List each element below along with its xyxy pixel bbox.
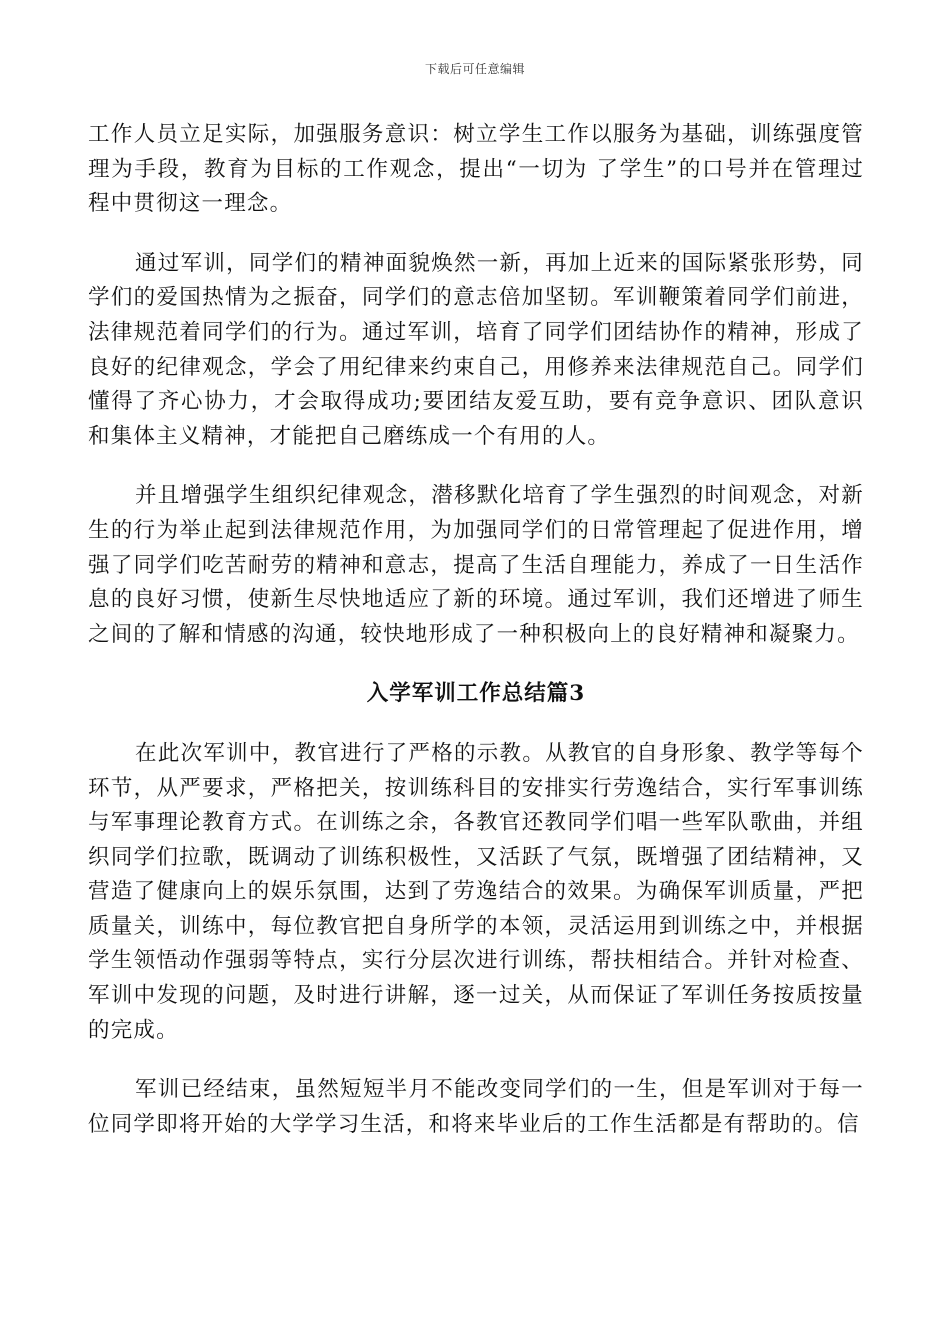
paragraph: 通过军训，同学们的精神面貌焕然一新，再加上近来的国际紧张形势，同学们的爱国热情为之振奋，同学们的意志倍加坚韧。军训鞭策着同学们前进，法律规范着同学们的行为。通过军训，培育了同学们团结协作的精神，形成了良好的纪律观念，学会了用纪律来约束自己，用修养来法律规范自己。同学们懂得了齐心协力，才会取得成功;要团结友爱互助，要有竞争意识、团队意识和集体主义精神，才能把自己磨练成一个有用的人。 xyxy=(88,250,864,449)
paragraph-spacing xyxy=(88,454,864,479)
paragraph-continued: 工作人员立足实际，加强服务意识：树立学生工作以服务为基础，训练强度管理为手段，教育为目标的工作观念，提出“一切为 了学生”的口号并在管理过程中贯彻这一理念。 xyxy=(88,122,864,217)
paragraph: 在此次军训中，教官进行了严格的示教。从教官的自身形象、教学等每个环节，从严要求，严格把关，按训练科目的安排实行劳逸结合，实行军事训练与军事理论教育方式。在训练之余，各教官还教同学们唱一些军队歌曲，并组织同学们拉歌，既调动了训练积极性，又活跃了气氛，既增强了团结精神，又营造了健康向上的娱乐氛围，达到了劳逸结合的效果。为确保军训质量，严把质量关，训练中，每位教官把自身所学的本领，灵活运用到训练之中，并根据学生领悟动作强弱等特点，实行分层次进行训练，帮扶相结合。并针对检查、军训中发现的问题，及时进行讲解，逐一过关，从而保证了军训任务按质按量的完成。 xyxy=(88,740,864,1043)
document-body xyxy=(88,118,864,1142)
paragraph-spacing xyxy=(88,1048,864,1073)
paragraph: 并且增强学生组织纪律观念，潜移默化培育了学生强烈的时间观念，对新生的行为举止起到法律规范作用，为加强同学们的日常管理起了促进作用，增强了同学们吃苦耐劳的精神和意志，提高了生活自理能力，养成了一日生活作息的良好习惯，使新生尽快地适应了新的环境。通过军训，我们还增进了师生之间的了解和情感的沟通，较快地形成了一种积极向上的良好精神和凝聚力。 xyxy=(88,483,864,647)
paragraph-spacing xyxy=(88,652,864,677)
paragraph: 军训已经结束，虽然短短半月不能改变同学们的一生，但是军训对于每一位同学即将开始的大学学习生活，和将来毕业后的工作生活都是有帮助的。信 xyxy=(88,1077,864,1137)
paragraph-spacing xyxy=(88,712,864,737)
section-title: 入学军训工作总结篇3 xyxy=(366,681,586,707)
paragraph-spacing xyxy=(88,222,864,247)
header-note: 下载后可任意编辑 xyxy=(424,62,525,76)
